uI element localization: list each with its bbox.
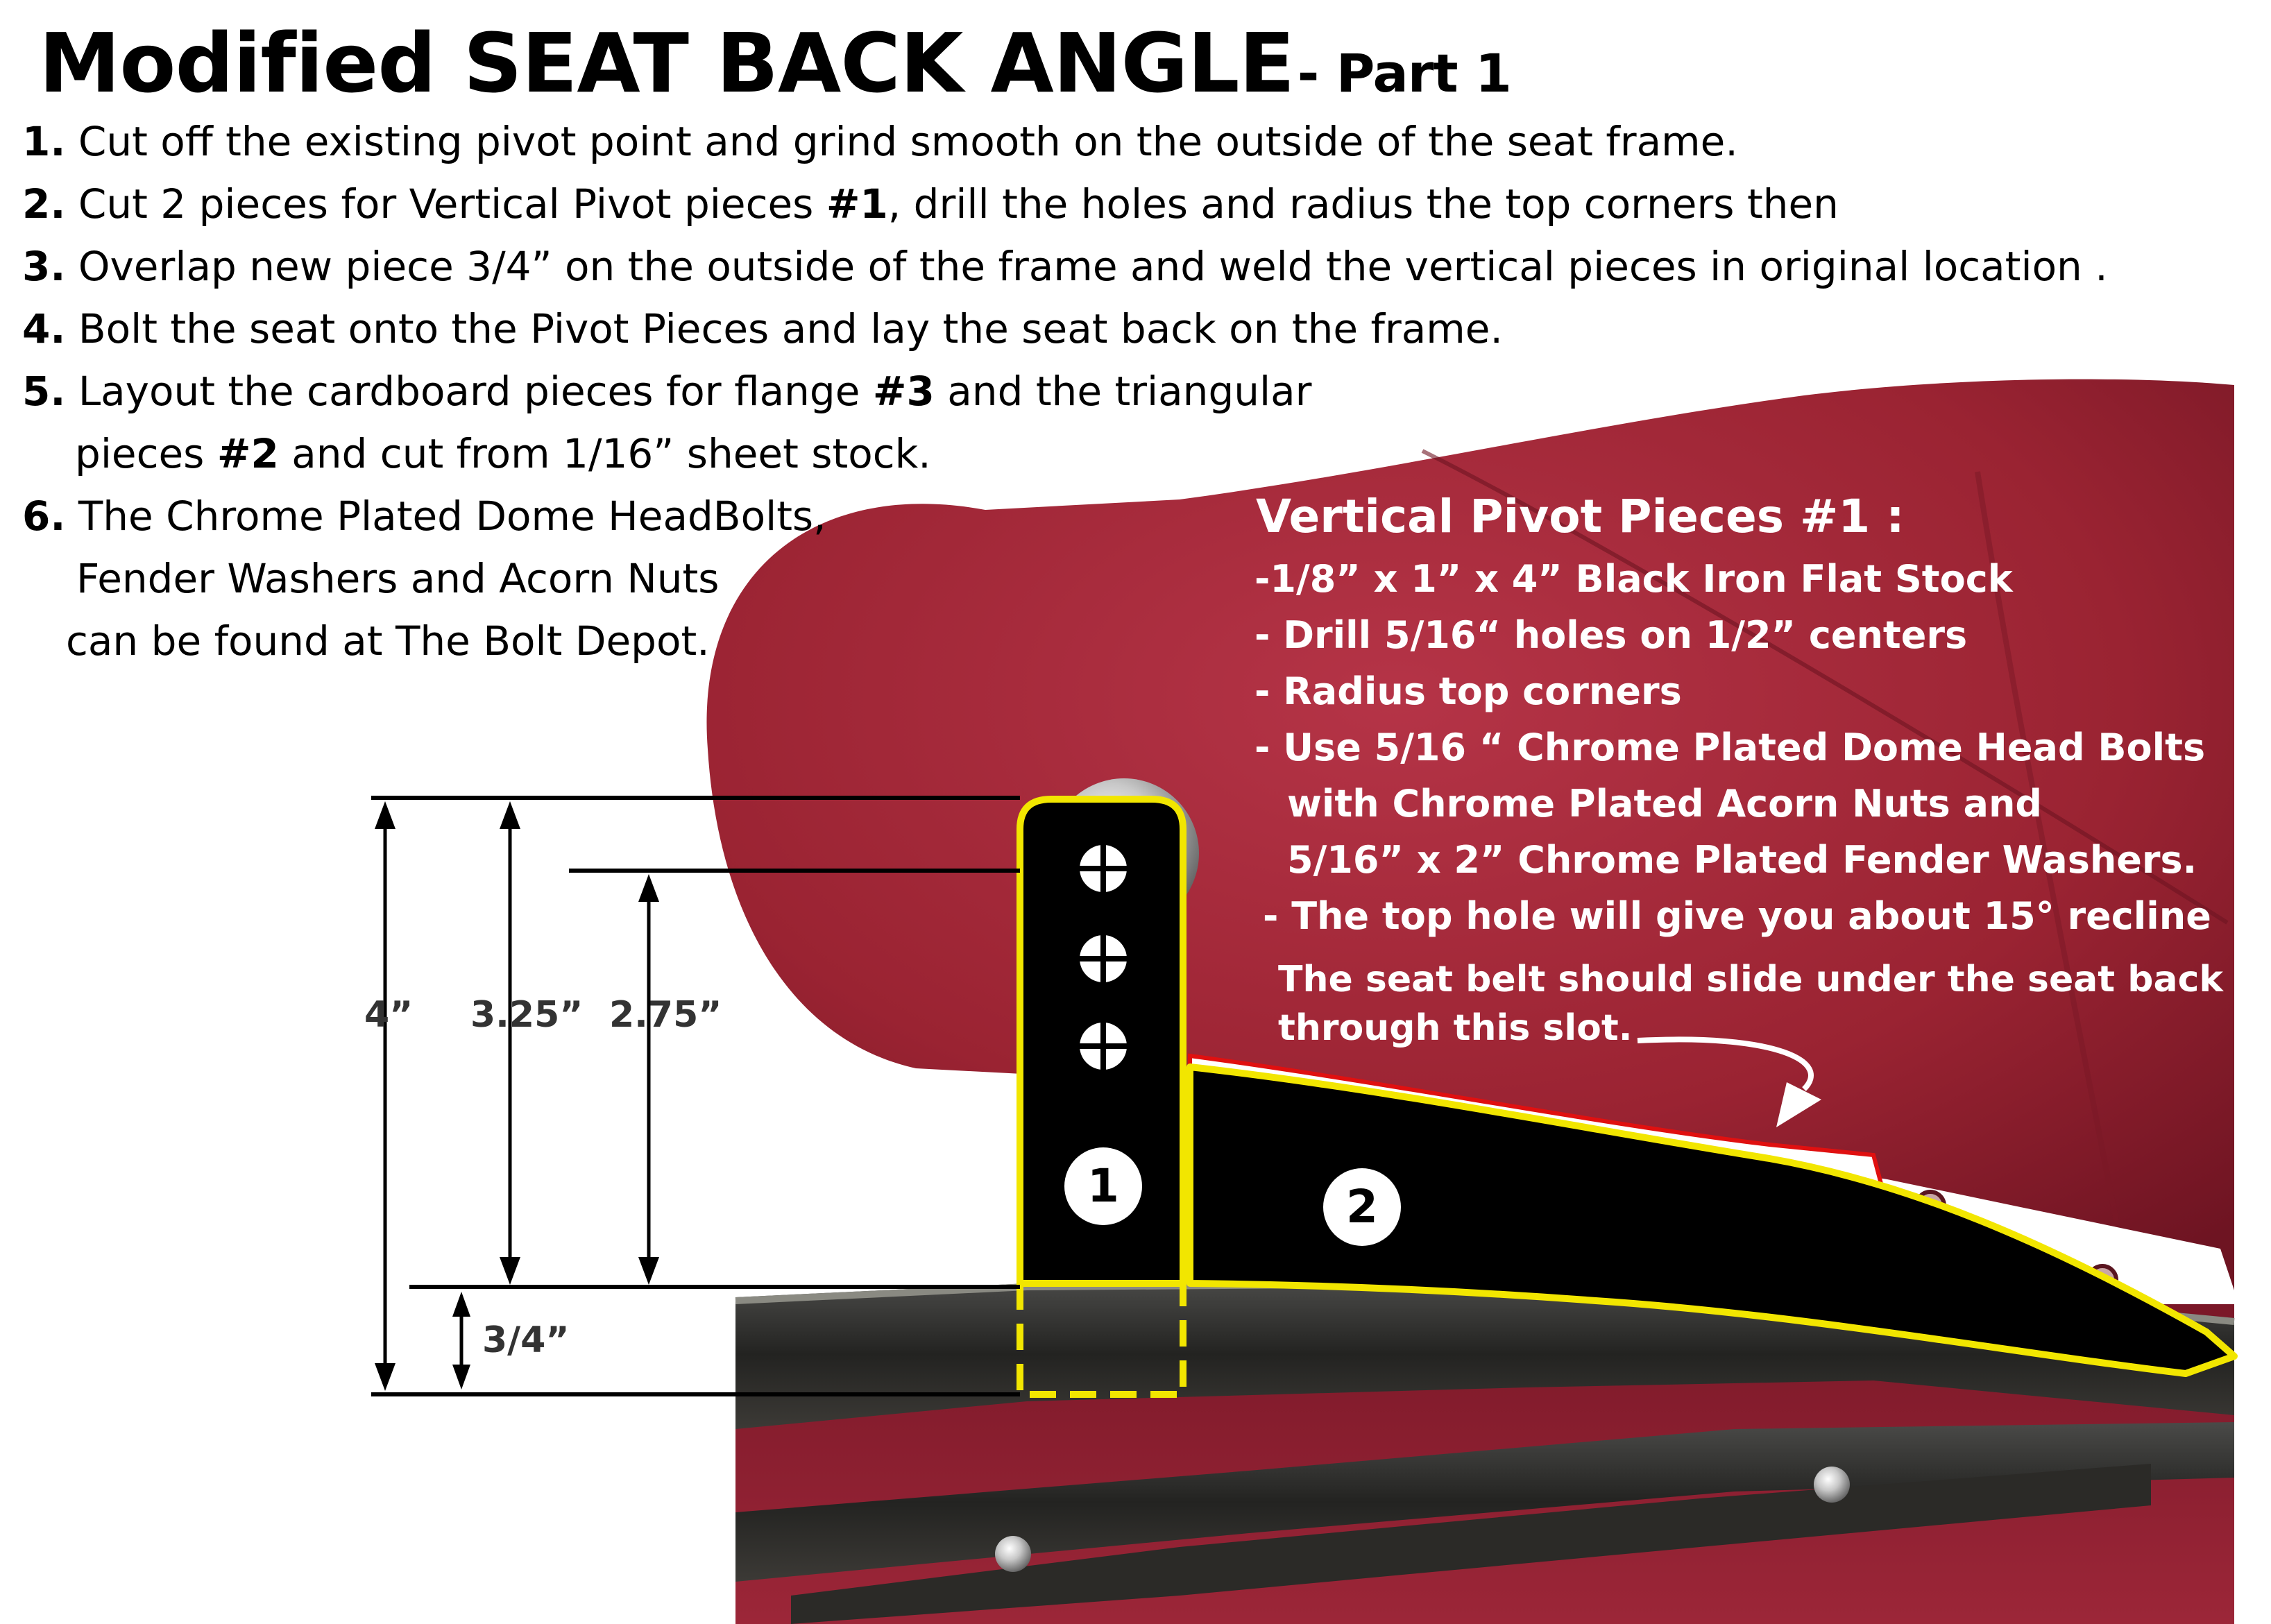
bolt-icon <box>995 1536 1031 1572</box>
dim-arrow-34in <box>452 1292 470 1390</box>
drill-hole-icon <box>1080 935 1127 982</box>
dim-arrow-4in <box>375 801 395 1391</box>
step-5: 5. Layout the cardboard pieces for flange #3 and the triangular <box>22 368 1312 415</box>
spec-line: - Drill 5/16“ holes on 1/2” centers <box>1254 613 1968 657</box>
page-title <box>39 15 1511 111</box>
part-2-label: 2 <box>1346 1180 1378 1233</box>
step-6-continued: Fender Washers and Acorn Nuts <box>76 555 720 602</box>
drill-hole-icon <box>1080 1023 1127 1070</box>
step-3: 3. Overlap new piece 3/4” on the outside of the frame and weld the vertical pieces in original location . <box>22 243 2108 290</box>
spec-line: - Radius top corners <box>1254 669 1682 713</box>
dim-arrow-325in <box>500 801 520 1285</box>
spec-line: 5/16” x 2” Chrome Plated Fender Washers. <box>1287 838 2197 882</box>
drill-hole-icon <box>1080 845 1127 892</box>
seat-belt-note: through this slot. <box>1278 1007 1633 1049</box>
spec-line: - The top hole will give you about 15° recline <box>1263 894 2211 938</box>
spec-line: with Chrome Plated Acorn Nuts and <box>1287 782 2043 826</box>
step-1: 1. Cut off the existing pivot point and grind smooth on the outside of the seat frame. <box>22 118 1738 165</box>
dim-label-4in: 4” <box>364 994 414 1036</box>
step-6-continued: can be found at The Bolt Depot. <box>66 617 710 665</box>
title-sub: - Part 1 <box>1297 42 1511 104</box>
title-main: Modified SEAT BACK ANGLE <box>39 15 1295 111</box>
step-6: 6. The Chrome Plated Dome HeadBolts, <box>22 493 826 540</box>
seat-belt-note: The seat belt should slide under the seat back <box>1278 959 2223 1000</box>
dim-label-275in: 2.75” <box>609 994 722 1036</box>
bolt-icon <box>1814 1467 1850 1503</box>
spec-line: - Use 5/16 “ Chrome Plated Dome Head Bolts <box>1254 726 2206 769</box>
dim-arrow-275in <box>638 874 659 1285</box>
part-1-label: 1 <box>1087 1159 1119 1213</box>
dim-label-325in: 3.25” <box>470 994 584 1036</box>
dim-label-34in: 3/4” <box>482 1319 570 1361</box>
step-5-continued: pieces #2 and cut from 1/16” sheet stock. <box>75 430 931 477</box>
spec-heading: Vertical Pivot Pieces #1 : <box>1256 490 1905 543</box>
spec-line: -1/8” x 1” x 4” Black Iron Flat Stock <box>1254 557 2013 601</box>
step-4: 4. Bolt the seat onto the Pivot Pieces and lay the seat back on the frame. <box>22 305 1503 352</box>
step-2: 2. Cut 2 pieces for Vertical Pivot pieces #1, drill the holes and radius the top corners then <box>22 180 1839 228</box>
